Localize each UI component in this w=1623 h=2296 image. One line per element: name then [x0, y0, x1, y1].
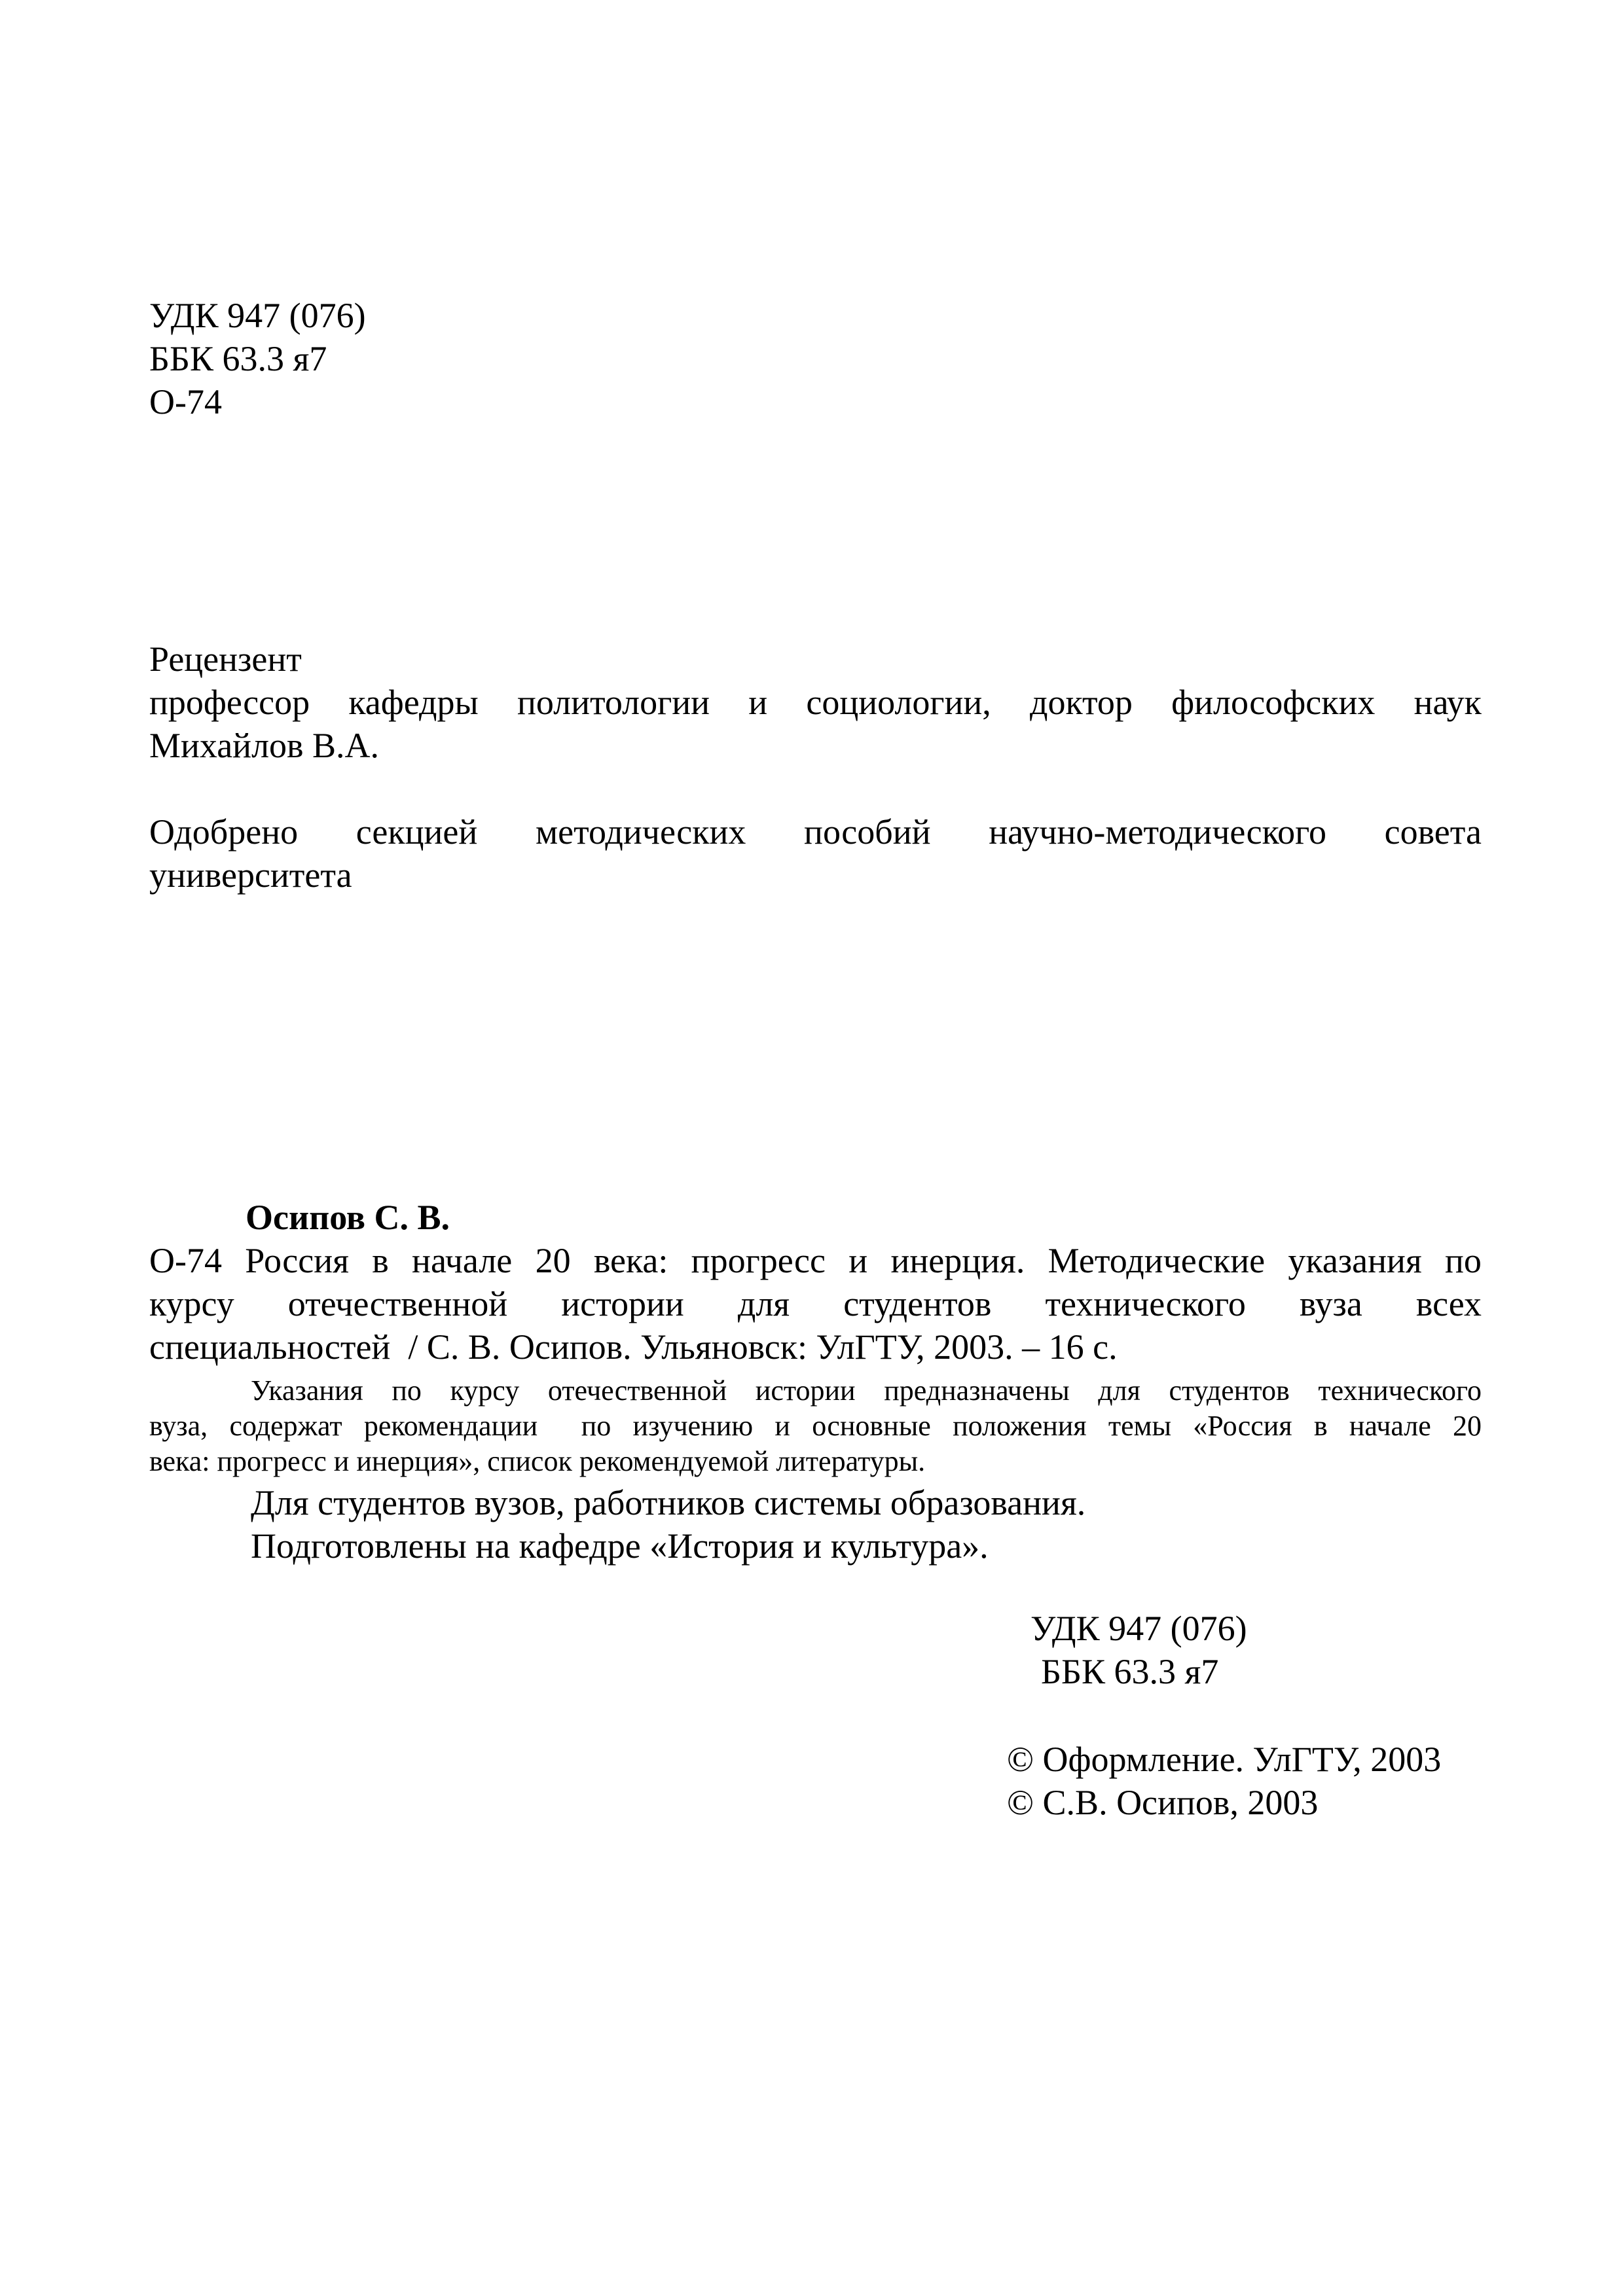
bibliography-line-2 [149, 1286, 1482, 1321]
audience-note: Для студентов вузов, работников системы образования. [251, 1483, 1086, 1522]
bibliography-word: для [737, 1284, 790, 1323]
prepared-note: Подготовлены на кафедре «История и культура». [251, 1526, 989, 1566]
bibliography-word: технического [1045, 1284, 1246, 1323]
bibliography-word: века: [593, 1241, 668, 1280]
reviewer-position [149, 685, 1482, 720]
reviewer-word: профессор [149, 683, 310, 722]
approval-word: Одобрено [149, 812, 299, 852]
bibliography-word: по [1445, 1241, 1482, 1280]
reviewer-word: наук [1413, 683, 1482, 722]
udk-code: УДК 947 (076) [149, 296, 366, 335]
annotation-line-1: Указания по курсу отечественной истории предназначены для студентов технического [251, 1374, 1482, 1407]
bibliography-word: прогресс [691, 1241, 826, 1280]
bibliography-word: указания [1288, 1241, 1422, 1280]
approval-word: методических [535, 812, 746, 852]
reviewer-name: Михайлов В.А. [149, 726, 380, 765]
approval-line [149, 814, 1482, 850]
bibliography-line-1 [149, 1243, 1482, 1278]
copyright-author: © С.В. Осипов, 2003 [1007, 1783, 1319, 1822]
bibliography-word: Методические [1048, 1241, 1266, 1280]
reviewer-word: кафедры [348, 683, 479, 722]
bbk-code: ББК 63.3 я7 [149, 339, 327, 378]
approval-university: университета [149, 855, 352, 895]
annotation-line-3: века: прогресс и инерция», список рекомендуемой литературы. [149, 1445, 926, 1477]
bibliography-word: курсу [149, 1284, 234, 1323]
reviewer-word: философских [1171, 683, 1376, 722]
bbk-code-repeat: ББК 63.3 я7 [1041, 1652, 1219, 1691]
udk-code-repeat: УДК 947 (076) [1030, 1609, 1247, 1648]
reviewer-word: социологии, [806, 683, 991, 722]
bibliography-line-3: специальностей / С. В. Осипов. Ульяновск: УлГТУ, 2003. – 16 с. [149, 1327, 1118, 1367]
copyright-design: © Оформление. УлГТУ, 2003 [1007, 1740, 1442, 1779]
bibliography-word: студентов [843, 1284, 992, 1323]
book-author: Осипов С. В. [246, 1198, 450, 1237]
bibliography-word: инерция. [890, 1241, 1025, 1280]
bibliography-word: всех [1415, 1284, 1482, 1323]
approval-word: секцией [356, 812, 478, 852]
bibliography-word: вуза [1299, 1284, 1362, 1323]
bibliography-word: Россия [245, 1241, 349, 1280]
bibliography-word: истории [561, 1284, 684, 1323]
reviewer-word: политологии [517, 683, 710, 722]
author-mark: О-74 [149, 382, 222, 422]
bibliography-word: начале [412, 1241, 513, 1280]
approval-word: научно-методического [989, 812, 1326, 852]
reviewer-heading: Рецензент [149, 639, 302, 679]
bibliography-word: в [372, 1241, 389, 1280]
approval-word: совета [1384, 812, 1482, 852]
annotation-line-2: вуза, содержат рекомендации по изучению и основные положения темы «Россия в начале 20 [149, 1410, 1482, 1442]
bibliography-word: отечественной [287, 1284, 508, 1323]
bibliography-word: и [848, 1241, 868, 1280]
bibliography-word: О-74 [149, 1241, 222, 1280]
reviewer-word: и [748, 683, 768, 722]
reviewer-word: доктор [1030, 683, 1133, 722]
bibliography-word: 20 [535, 1241, 571, 1280]
approval-word: пособий [804, 812, 931, 852]
